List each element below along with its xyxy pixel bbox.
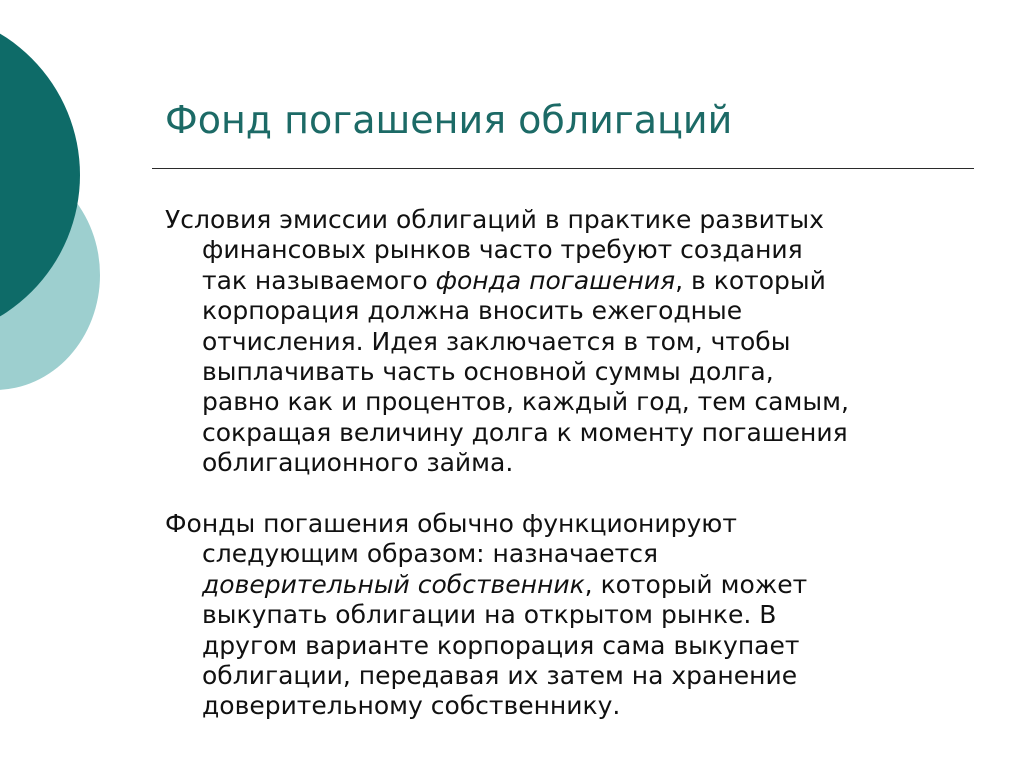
- paragraph-sinking-fund-operation: [165, 509, 965, 722]
- text-line: отчисления. Идея заключается в том, чтобы: [202, 326, 791, 356]
- text-line-with-term: [165, 570, 965, 600]
- text-line: облигационного займа.: [202, 448, 514, 478]
- italic-term: доверительный собственник: [202, 569, 585, 599]
- text-line: другом варианте корпорация сама выкупает: [202, 630, 800, 660]
- text-line: равно как и процентов, каждый год, тем самым,: [202, 387, 849, 417]
- text-segment: так называемого: [202, 265, 436, 295]
- text-segment: , в который: [675, 265, 826, 295]
- text-line: корпорация должна вносить ежегодные: [202, 296, 743, 326]
- text-line: доверительному собственнику.: [202, 691, 621, 721]
- paragraph-sinking-fund-conditions: [165, 205, 965, 479]
- slide-title: Фонд погашения облигаций: [165, 98, 733, 142]
- text-line-with-term: [165, 266, 965, 296]
- text-line: Условия эмиссии облигаций в практике развитых: [165, 205, 824, 234]
- text-line: облигации, передавая их затем на хранение: [202, 661, 798, 691]
- text-segment: , который может: [584, 569, 808, 599]
- text-line: финансовых рынков часто требуют создания: [202, 235, 803, 265]
- italic-term: фонда погашения: [435, 265, 676, 295]
- text-line: выкупать облигации на открытом рынке. В: [202, 600, 777, 630]
- text-line: выплачивать часть основной суммы долга,: [202, 357, 774, 387]
- text-line: Фонды погашения обычно функционируют: [165, 509, 737, 538]
- title-divider: [152, 168, 974, 169]
- text-line: следующим образом: назначается: [202, 539, 658, 569]
- text-line: сокращая величину долга к моменту погашения: [202, 417, 848, 447]
